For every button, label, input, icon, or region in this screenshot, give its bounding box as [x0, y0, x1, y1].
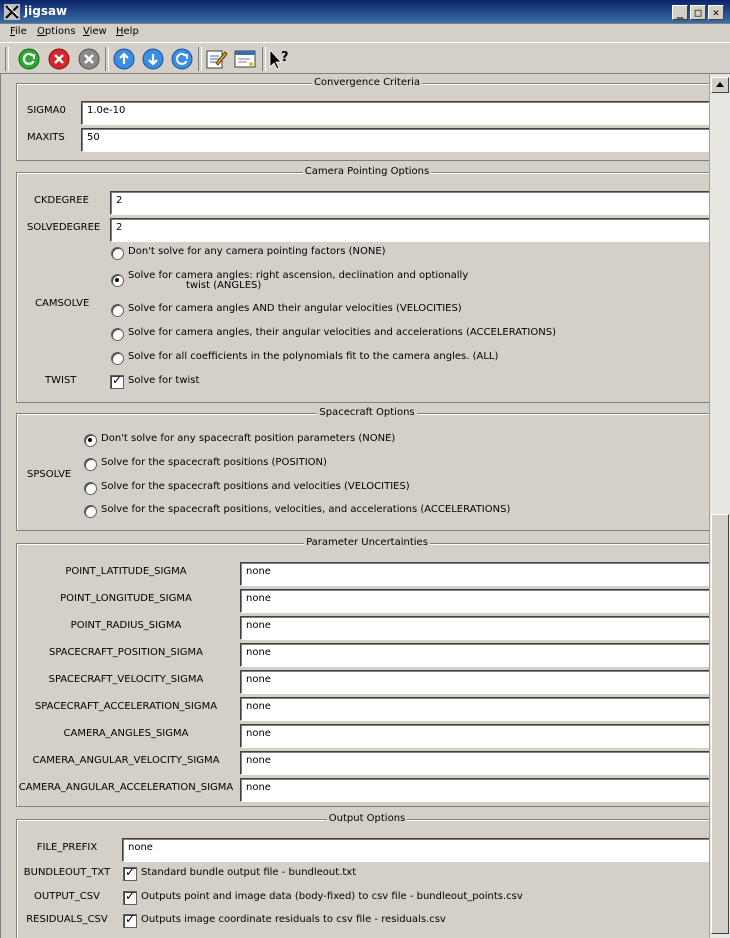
camera-angular-velocity-sigma-label: CAMERA_ANGULAR_VELOCITY_SIGMA	[32, 755, 220, 766]
whats-this-icon[interactable]	[267, 47, 291, 71]
spsolve-accelerations-radio[interactable]	[84, 505, 97, 518]
scroll-thumb[interactable]	[711, 514, 729, 934]
toolbar-handle	[5, 47, 9, 71]
camsolve-none-text: Don't solve for any camera pointing factors (NONE)	[128, 246, 386, 257]
title-bar	[0, 0, 730, 24]
camsolve-label: CAMSOLVE	[35, 298, 90, 309]
camsolve-accelerations-text: Solve for camera angles, their angular velocities and accelerations (ACCELERATIONS)	[128, 327, 556, 338]
group-title: Camera Pointing Options	[304, 166, 430, 177]
menu-file[interactable]: File	[10, 26, 27, 37]
form-scroll-area	[0, 74, 709, 938]
spacecraft-acceleration-sigma-input[interactable]: none	[240, 697, 709, 721]
spsolve-position-radio[interactable]	[84, 458, 97, 471]
point-longitude-sigma-label: POINT_LONGITUDE_SIGMA	[60, 593, 192, 604]
window-icon[interactable]	[233, 47, 257, 71]
minimize-button[interactable]: _	[672, 5, 688, 20]
residuals-csv-label: RESIDUALS_CSV	[26, 914, 108, 925]
point-radius-sigma-label: POINT_RADIUS_SIGMA	[70, 620, 182, 631]
output-csv-label: OUTPUT_CSV	[34, 891, 100, 902]
cancel-icon[interactable]	[77, 47, 101, 71]
vertical-scrollbar[interactable]	[709, 74, 730, 938]
camsolve-all-radio[interactable]	[111, 352, 124, 365]
spsolve-velocities-text: Solve for the spacecraft positions and velocities (VELOCITIES)	[101, 481, 410, 492]
maxits-input[interactable]: 50	[81, 128, 709, 152]
spacecraft-velocity-sigma-input[interactable]: none	[240, 670, 709, 694]
camsolve-angles-radio[interactable]	[111, 274, 124, 287]
sigma0-label: SIGMA0	[27, 105, 66, 116]
point-latitude-sigma-label: POINT_LATITUDE_SIGMA	[65, 566, 187, 577]
solvedegree-label: SOLVEDEGREE	[27, 222, 101, 233]
menu-bar	[0, 24, 730, 42]
camera-angles-sigma-label: CAMERA_ANGLES_SIGMA	[63, 728, 189, 739]
menu-view[interactable]: View	[83, 26, 107, 37]
ckdegree-label: CKDEGREE	[34, 195, 89, 206]
twist-text: Solve for twist	[128, 375, 200, 386]
spacecraft-options-group	[16, 407, 709, 531]
svg-text:?: ?	[281, 50, 289, 65]
file-prefix-input[interactable]: none	[122, 838, 709, 862]
spacecraft-acceleration-sigma-label: SPACECRAFT_ACCELERATION_SIGMA	[34, 701, 218, 712]
refresh-icon[interactable]	[170, 47, 194, 71]
output-csv-checkbox[interactable]	[123, 891, 137, 905]
camera-pointing-group	[16, 166, 709, 403]
up-icon[interactable]	[112, 47, 136, 71]
camsolve-velocities-radio[interactable]	[111, 304, 124, 317]
spsolve-none-radio[interactable]	[84, 434, 97, 447]
camsolve-none-radio[interactable]	[111, 247, 124, 260]
ckdegree-input[interactable]: 2	[110, 191, 709, 215]
spacecraft-position-sigma-input[interactable]: none	[240, 643, 709, 667]
toolbar	[0, 42, 730, 74]
spsolve-none-text: Don't solve for any spacecraft position parameters (NONE)	[101, 433, 396, 444]
twist-label: TWIST	[45, 375, 77, 386]
maximize-button[interactable]: □	[690, 5, 706, 20]
solvedegree-input[interactable]: 2	[110, 218, 709, 242]
point-radius-sigma-input[interactable]: none	[240, 616, 709, 640]
toolbar-separator	[262, 47, 266, 71]
point-latitude-sigma-input[interactable]: none	[240, 562, 709, 586]
spacecraft-position-sigma-label: SPACECRAFT_POSITION_SIGMA	[49, 647, 203, 658]
spsolve-label: SPSOLVE	[27, 469, 72, 480]
group-title: Spacecraft Options	[319, 407, 415, 418]
point-longitude-sigma-input[interactable]: none	[240, 589, 709, 613]
menu-help[interactable]: Help	[116, 26, 139, 37]
camsolve-accelerations-radio[interactable]	[111, 328, 124, 341]
toolbar-separator	[198, 47, 202, 71]
output-csv-text: Outputs point and image data (body-fixed) to csv file - bundleout_points.csv	[141, 891, 523, 902]
camsolve-angles-text-cont: twist (ANGLES)	[186, 280, 262, 291]
bundleout-txt-label: BUNDLEOUT_TXT	[23, 867, 111, 878]
convergence-criteria-group	[16, 77, 709, 161]
group-title: Output Options	[328, 813, 406, 824]
twist-checkbox[interactable]	[110, 375, 124, 389]
window-title: jigsaw	[24, 4, 68, 18]
residuals-csv-text: Outputs image coordinate residuals to csv file - residuals.csv	[141, 914, 446, 925]
spacecraft-velocity-sigma-label: SPACECRAFT_VELOCITY_SIGMA	[48, 674, 204, 685]
spsolve-velocities-radio[interactable]	[84, 482, 97, 495]
camsolve-angles-text: Solve for camera angles: right ascension, declination and optionally	[128, 270, 469, 281]
jigsaw-app-icon	[4, 4, 20, 20]
file-prefix-label: FILE_PREFIX	[36, 842, 98, 853]
spsolve-accelerations-text: Solve for the spacecraft positions, velocities, and accelerations (ACCELERATIONS)	[101, 504, 511, 515]
camera-angular-acceleration-sigma-label: CAMERA_ANGULAR_ACCELERATION_SIGMA	[18, 782, 234, 793]
spsolve-position-text: Solve for the spacecraft positions (POSITION)	[101, 457, 327, 468]
down-icon[interactable]	[141, 47, 165, 71]
bundleout-txt-checkbox[interactable]	[123, 867, 137, 881]
camsolve-all-text: Solve for all coefficients in the polynomials fit to the camera angles. (ALL)	[128, 351, 499, 362]
close-button[interactable]: ✕	[708, 5, 724, 20]
camsolve-velocities-text: Solve for camera angles AND their angular velocities (VELOCITIES)	[128, 303, 462, 314]
sigma0-input[interactable]: 1.0e-10	[81, 101, 709, 125]
residuals-csv-checkbox[interactable]	[123, 914, 137, 928]
camera-angles-sigma-input[interactable]: none	[240, 724, 709, 748]
group-title: Convergence Criteria	[313, 77, 421, 88]
bundleout-txt-text: Standard bundle output file - bundleout.txt	[141, 867, 357, 878]
stop-icon[interactable]	[47, 47, 71, 71]
run-icon[interactable]	[17, 47, 41, 71]
arrow-up-icon	[712, 78, 728, 92]
group-title: Parameter Uncertainties	[306, 537, 428, 548]
menu-options[interactable]: Options	[37, 26, 76, 37]
camera-angular-acceleration-sigma-input[interactable]: none	[240, 778, 709, 802]
camera-angular-velocity-sigma-input[interactable]: none	[240, 751, 709, 775]
scroll-up-button[interactable]	[711, 77, 729, 93]
edit-icon[interactable]	[204, 47, 228, 71]
parameter-uncertainties-group	[16, 537, 709, 807]
maxits-label: MAXITS	[27, 132, 65, 143]
output-options-group	[16, 813, 709, 938]
toolbar-separator	[105, 47, 109, 71]
